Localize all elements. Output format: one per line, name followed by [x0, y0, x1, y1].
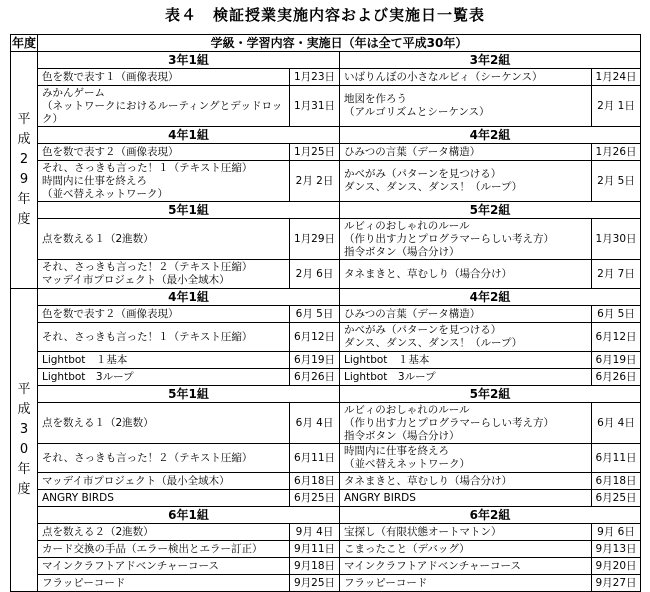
class-label-left: 5年1組	[38, 386, 340, 403]
class-label-left: 4年1組	[38, 127, 340, 144]
lesson-right: いばりんぼの小さなルビィ（シーケンス）	[340, 69, 592, 86]
date-left: 1月23日	[290, 69, 340, 86]
date-right: 6月11日	[592, 444, 641, 473]
date-left: 9月 4日	[290, 524, 340, 541]
class-label-left: 6年1組	[38, 507, 340, 524]
lesson-left: 色を数で表す１（画像表現）	[38, 69, 290, 86]
lesson-left: みかんゲーム （ネットワークにおけるルーティングとデッドロック）	[38, 86, 290, 127]
lesson-left: マッデイ市プロジェクト（最小全域木）	[38, 473, 290, 490]
class-label-right: 5年2組	[340, 386, 641, 403]
date-left: 9月25日	[290, 575, 340, 592]
table-row	[11, 490, 641, 507]
table-row	[11, 473, 641, 490]
class-header-row	[11, 386, 641, 403]
lesson-right: フラッピーコード	[340, 575, 592, 592]
table-row	[11, 219, 641, 260]
lesson-right: ルビィのおしゃれのルール （作り出す力とプログラマーらしい考え方） 指令ボタン（場合分け）	[340, 219, 592, 260]
table-row	[11, 69, 641, 86]
date-left: 2月 2日	[290, 161, 340, 202]
lesson-right: ひみつの言葉（データ構造）	[340, 144, 592, 161]
lesson-left: ANGRY BIRDS	[38, 490, 290, 507]
class-header-row	[11, 289, 641, 306]
date-right: 9月20日	[592, 558, 641, 575]
lesson-left: Lightbot １基本	[38, 352, 290, 369]
year-label: 平成29年度	[17, 112, 31, 227]
year-column-header: 年度	[11, 35, 36, 50]
date-left: 2月 6日	[290, 260, 340, 289]
lesson-schedule-table	[10, 34, 641, 592]
lesson-left: それ、さっきも言った！１（テキスト圧縮） 時間内に仕事を終えろ （並べ替えネットワーク）	[38, 161, 290, 202]
header-row	[11, 35, 641, 52]
lesson-right: Lightbot １基本	[340, 352, 592, 369]
year-cell	[11, 289, 38, 592]
class-label-right: 3年2組	[340, 52, 641, 69]
lesson-left: マインクラフトアドベンチャーコース	[38, 558, 290, 575]
table-row	[11, 524, 641, 541]
date-right: 1月24日	[592, 69, 641, 86]
lesson-right: Lightbot 3ループ	[340, 369, 592, 386]
date-left: 6月12日	[290, 323, 340, 352]
year-cell	[11, 52, 38, 289]
date-right: 6月19日	[592, 352, 641, 369]
class-label-left: 3年1組	[38, 52, 340, 69]
date-right: 2月 1日	[592, 86, 641, 127]
lesson-right: 地図を作ろう （アルゴリズムとシーケンス）	[340, 86, 592, 127]
lesson-right: 時間内に仕事を終えろ （並べ替えネットワーク）	[340, 444, 592, 473]
date-left: 6月11日	[290, 444, 340, 473]
class-label-right: 6年2組	[340, 507, 641, 524]
lesson-left: それ、さっきも言った！２（テキスト圧縮） マッデイ市プロジェクト（最小全域木）	[38, 260, 290, 289]
date-right: 9月13日	[592, 541, 641, 558]
date-left: 9月18日	[290, 558, 340, 575]
table-row	[11, 352, 641, 369]
lesson-left: それ、さっきも言った！２（テキスト圧縮）	[38, 444, 290, 473]
table-title: 表４ 検証授業実施内容および実施日一覧表	[164, 6, 485, 24]
date-left: 6月18日	[290, 473, 340, 490]
lesson-right: かべがみ（パターンを見つける） ダンス、ダンス、ダンス！（ループ）	[340, 161, 592, 202]
lesson-left: それ、さっきも言った！１（テキスト圧縮）	[38, 323, 290, 352]
date-left: 6月 5日	[290, 306, 340, 323]
date-right: 6月18日	[592, 473, 641, 490]
date-right: 1月30日	[592, 219, 641, 260]
class-label-left: 4年1組	[38, 289, 340, 306]
table-row	[11, 306, 641, 323]
date-left: 6月26日	[290, 369, 340, 386]
year-label: 平成30年度	[17, 382, 31, 497]
lesson-right: タネまきと、草むしり（場合分け）	[340, 260, 592, 289]
lesson-right: タネまきと、草むしり（場合分け）	[340, 473, 592, 490]
table-row	[11, 144, 641, 161]
lesson-right: ANGRY BIRDS	[340, 490, 592, 507]
table-row	[11, 161, 641, 202]
table-row	[11, 444, 641, 473]
main-column-header: 学級・学習内容・実施日（年は全て平成30年）	[38, 35, 641, 52]
lesson-left: フラッピーコード	[38, 575, 290, 592]
date-right: 6月 5日	[592, 306, 641, 323]
table-row	[11, 86, 641, 127]
lesson-left: カード交換の手品（エラー検出とエラー訂正）	[38, 541, 290, 558]
lesson-right: ルビィのおしゃれのルール （作り出す力とプログラマーらしい考え方） 指令ボタン（場合分け）	[340, 403, 592, 444]
date-left: 1月29日	[290, 219, 340, 260]
table-row	[11, 260, 641, 289]
date-left: 6月 4日	[290, 403, 340, 444]
class-header-row	[11, 202, 641, 219]
class-label-right: 5年2組	[340, 202, 641, 219]
date-left: 9月11日	[290, 541, 340, 558]
lesson-right: かべがみ（パターンを見つける） ダンス、ダンス、ダンス！（ループ）	[340, 323, 592, 352]
date-left: 1月31日	[290, 86, 340, 127]
table-row	[11, 323, 641, 352]
class-header-row	[11, 507, 641, 524]
date-right: 6月25日	[592, 490, 641, 507]
table-row	[11, 575, 641, 592]
date-right: 1月26日	[592, 144, 641, 161]
date-left: 6月19日	[290, 352, 340, 369]
date-right: 6月26日	[592, 369, 641, 386]
table-row	[11, 558, 641, 575]
date-right: 9月 6日	[592, 524, 641, 541]
class-label-right: 4年2組	[340, 289, 641, 306]
date-right: 2月 5日	[592, 161, 641, 202]
class-label-right: 4年2組	[340, 127, 641, 144]
class-header-row	[11, 52, 641, 69]
lesson-right: こまったこと（デバッグ）	[340, 541, 592, 558]
lesson-left: 色を数で表す２（画像表現）	[38, 144, 290, 161]
lesson-right: ひみつの言葉（データ構造）	[340, 306, 592, 323]
lesson-left: 点を数える２（2進数）	[38, 524, 290, 541]
lesson-right: 宝探し（有限状態オートマトン）	[340, 524, 592, 541]
date-right: 6月12日	[592, 323, 641, 352]
lesson-left: Lightbot 3ループ	[38, 369, 290, 386]
date-right: 9月27日	[592, 575, 641, 592]
table-row	[11, 403, 641, 444]
lesson-left: 色を数で表す２（画像表現）	[38, 306, 290, 323]
date-left: 6月25日	[290, 490, 340, 507]
class-label-left: 5年1組	[38, 202, 340, 219]
table-row	[11, 541, 641, 558]
lesson-right: マインクラフトアドベンチャーコース	[340, 558, 592, 575]
lesson-left: 点を数える１（2進数）	[38, 219, 290, 260]
date-right: 2月 7日	[592, 260, 641, 289]
date-left: 1月25日	[290, 144, 340, 161]
table-row	[11, 369, 641, 386]
lesson-left: 点を数える１（2進数）	[38, 403, 290, 444]
class-header-row	[11, 127, 641, 144]
date-right: 6月 4日	[592, 403, 641, 444]
